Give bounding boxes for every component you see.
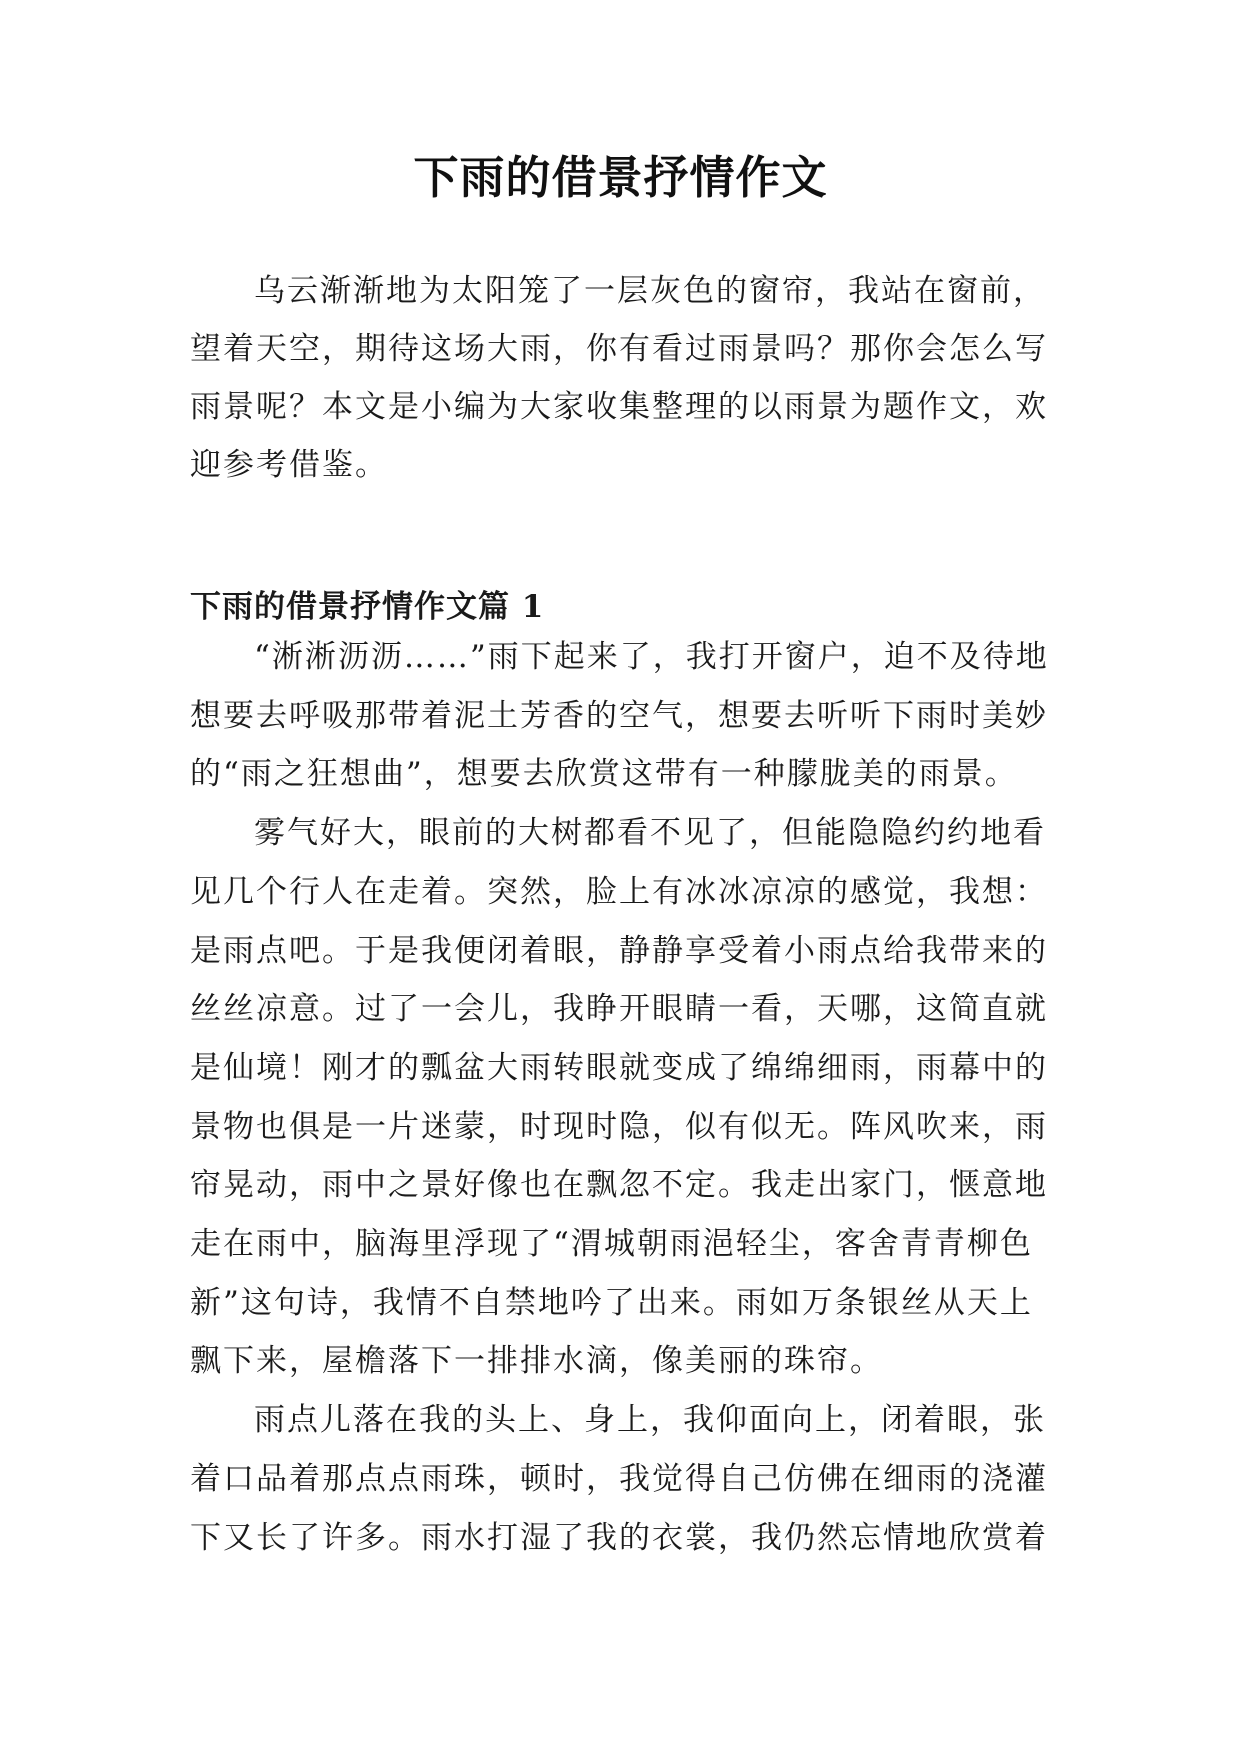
document-title: 下雨的借景抒情作文 <box>413 151 828 204</box>
section-heading: 下雨的借景抒情作文篇 1 <box>190 589 545 625</box>
intro-paragraph: 乌云渐渐地为太阳笼了一层灰色的窗帘，我站在窗前，望着天空，期待这场大雨，你有看过雨景吗？那你会怎么写雨景呢？本文是小编为大家收集整理的以雨景为题作文，欢迎参考借鉴。 <box>190 273 1048 483</box>
section-body <box>190 628 1058 1567</box>
section-paragraph: 雾气好大，眼前的大树都看不见了，但能隐隐约约地看见几个行人在走着。突然，脸上有冰冰凉凉的感觉，我想：是雨点吧。于是我便闭着眼，静静享受着小雨点给我带来的丝丝凉意。过了一会儿，我睁开眼睛一看，天哪，这简直就是仙境！刚才的瓢盆大雨转眼就变成了绵绵细雨，雨幕中的景物也俱是一片迷蒙，时现时隐，似有似无。阵风吹来，雨帘晃动，雨中之景好像也在飘忽不定。我走出家门，惬意地走在雨中，脑海里浮现了“渭城朝雨浥轻尘，客舍青青柳色新”这句诗，我情不自禁地吟了出来。雨如万条银丝从天上飘下来，屋檐落下一排排水滴，像美丽的珠帘。 <box>190 815 1048 1380</box>
section-paragraph: “淅淅沥沥……”雨下起来了，我打开窗户，迫不及待地想要去呼吸那带着泥土芳香的空气，想要去听听下雨时美妙的“雨之狂想曲”，想要去欣赏这带有一种朦胧美的雨景。 <box>190 639 1049 793</box>
section-paragraph: 雨点儿落在我的头上、身上，我仰面向上，闭着眼，张着口品着那点点雨珠，顿时，我觉得自己仿佛在细雨的浇灌下又长了许多。雨水打湿了我的衣裳，我仍然忘情地欣赏着 <box>190 1402 1048 1556</box>
